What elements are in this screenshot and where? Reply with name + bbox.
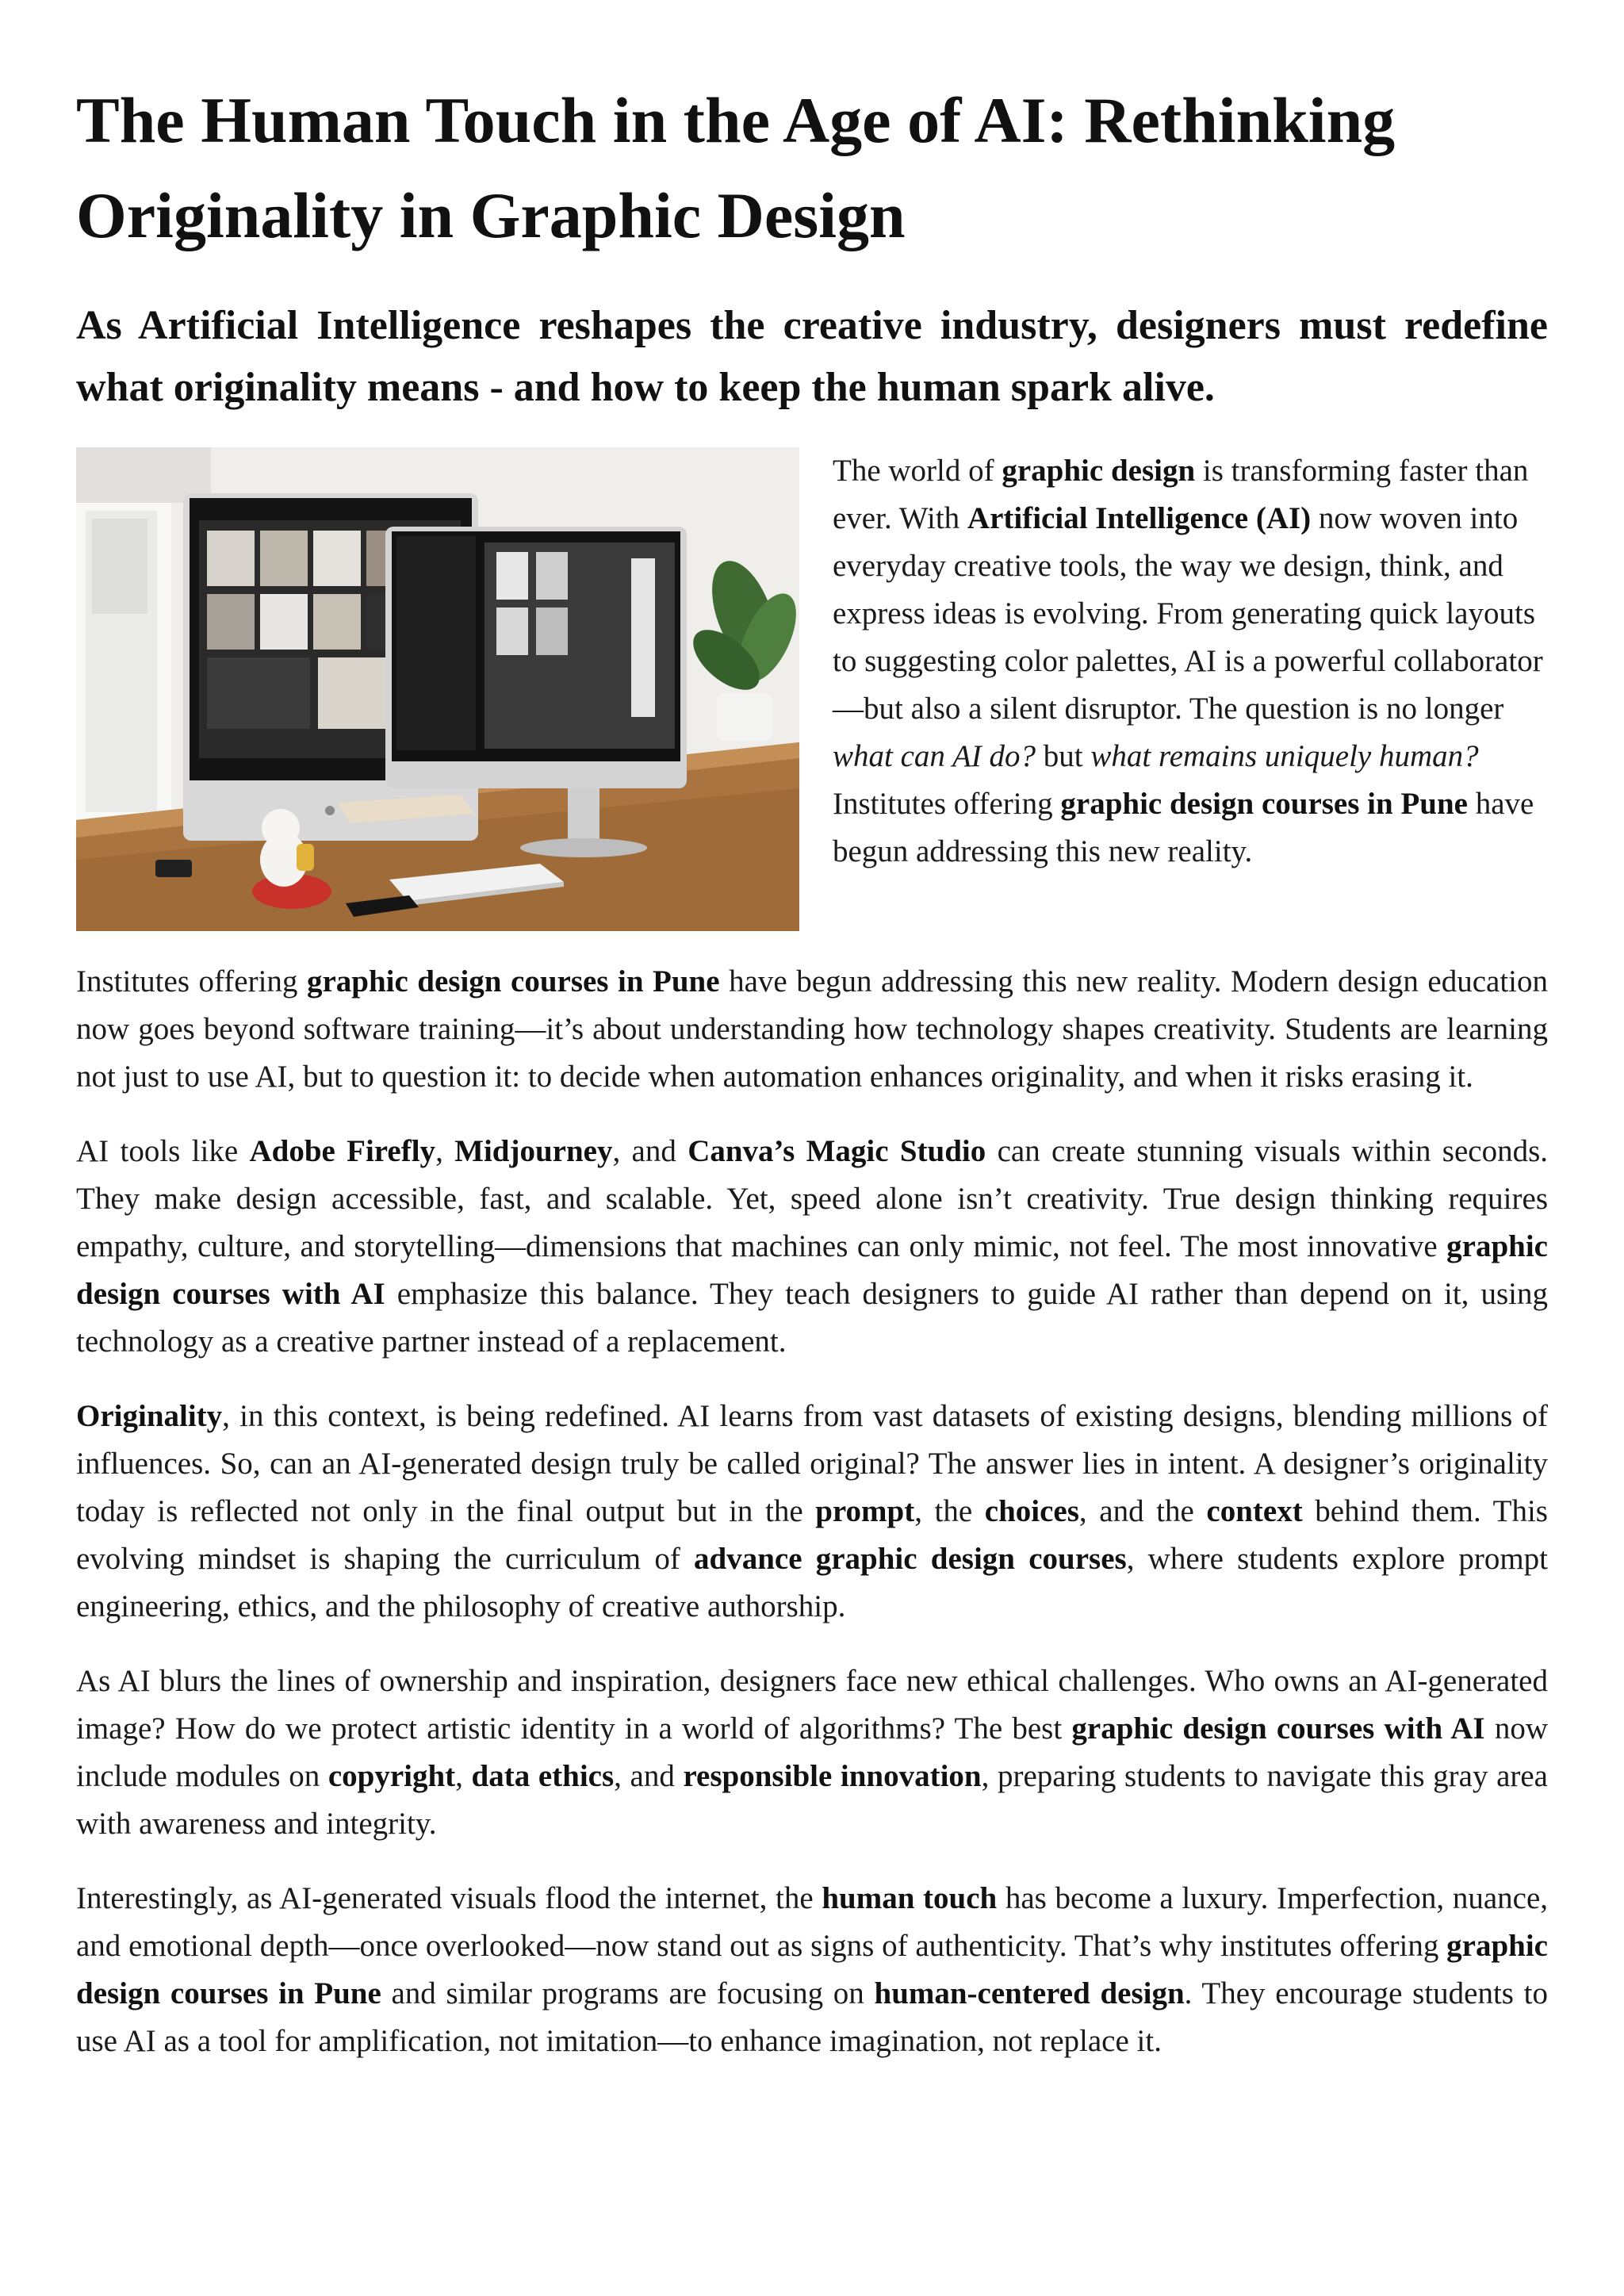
p3-text-5: , where students explore prompt engineering, ethics, and the philosophy of creative authorship.: [76, 1542, 1548, 1623]
p3-text-3: , and the: [1078, 1494, 1207, 1528]
lead-bold-3: graphic design courses in Pune: [1060, 787, 1468, 821]
p5-bold-1: human touch: [822, 1881, 998, 1915]
paragraph-4: [76, 1658, 1548, 1848]
lead-bold-2: Artificial Intelligence (AI): [967, 501, 1312, 535]
p3-bold-4: context: [1206, 1494, 1303, 1528]
p4-text-2: now include modules on: [76, 1711, 1548, 1793]
p4-text-3: ,: [455, 1759, 472, 1793]
article: [76, 73, 1548, 2065]
lead-text-2: is transforming faster than ever. With: [833, 454, 1529, 535]
p3-bold-5: advance graphic design courses: [694, 1542, 1127, 1576]
p1-text-2: have begun addressing this new reality. Modern design education now goes beyond software training—it’s about understanding how technology shapes creativity. Students are learning not just to use AI, but to question it: to decide when automation enhances originality, and when it risks erasing it.: [76, 964, 1548, 1094]
p4-bold-2: copyright: [327, 1759, 456, 1793]
p2-text-4: can create stunning visuals within seconds. They make design accessible, fast, and scalable. Yet, speed alone isn’t creativity. True design thinking requires empathy, culture, and storytelling—dimensions that machines can only mimic, not feel. The most innovative: [76, 1134, 1548, 1263]
p5-text-3: and similar programs are focusing on: [381, 1976, 875, 2010]
p4-bold-1: graphic design courses with AI: [1071, 1711, 1485, 1746]
p5-text-2: has become a luxury. Imperfection, nuance, and emotional depth—once overlooked—now stand out as signs of authenticity. That’s why institutes offering: [76, 1881, 1549, 1963]
lead-italic-2: what remains uniquely human?: [1090, 739, 1479, 773]
p2-bold-3: Canva’s Magic Studio: [688, 1134, 986, 1168]
p4-text-4: , and: [614, 1759, 684, 1793]
lead-paragraph: [833, 447, 1548, 876]
p4-bold-3: data ethics: [471, 1759, 615, 1793]
p5-text-1: Interestingly, as AI-generated visuals flood the internet, the: [76, 1881, 822, 1915]
p3-text-2: , the: [914, 1494, 985, 1528]
desk-workspace-illustration: [76, 447, 799, 931]
p2-bold-1: Adobe Firefly: [249, 1134, 436, 1168]
p3-bold-3: choices: [984, 1494, 1079, 1528]
lead-text-6: have begun addressing this new reality.: [833, 787, 1534, 868]
p2-bold-2: Midjourney: [454, 1134, 613, 1168]
p2-text-1: AI tools like: [76, 1134, 250, 1168]
paragraph-5: [76, 1875, 1548, 2065]
p2-text-3: , and: [612, 1134, 688, 1168]
p3-text-4: behind them. This evolving mindset is shaping the curriculum of: [76, 1494, 1548, 1576]
p4-bold-4: responsible innovation: [683, 1759, 982, 1793]
article-subtitle: As Artificial Intelligence reshapes the creative industry, designers must redefine what originality means - and how to keep the human spark alive.: [76, 303, 1548, 410]
lead-text-5: Institutes offering: [833, 787, 1061, 821]
hero-image: [76, 447, 799, 931]
p3-bold-1: Originality: [76, 1399, 223, 1433]
p2-text-2: ,: [435, 1134, 455, 1168]
lead-italic-1: what can AI do?: [833, 739, 1036, 773]
p3-text-1: , in this context, is being redefined. AI learns from vast datasets of existing designs, blending millions of influences. So, can an AI-generated design truly be called original? The answer lies in intent. A designer’s originality today is reflected not only in the final output but in the: [76, 1399, 1548, 1528]
lead-text-3: now woven into everyday creative tools, the way we design, think, and express ideas is evolving. From generating quick layouts to suggesting color palettes, AI is a powerful collaborator—but also a silent disruptor. The question is no longer: [833, 501, 1543, 726]
p1-bold-1: graphic design courses in Pune: [306, 964, 720, 999]
p4-text-1: As AI blurs the lines of ownership and inspiration, designers face new ethical challenges. Who owns an AI-generated image? How do we protect artistic identity in a world of algorithms? The best: [76, 1664, 1548, 1746]
p4-text-5: , preparing students to navigate this gray area with awareness and integrity.: [76, 1759, 1548, 1841]
paragraph-2: [76, 1128, 1548, 1366]
p2-bold-4: graphic design courses with AI: [76, 1229, 1548, 1311]
paragraph-3: [76, 1393, 1548, 1631]
article-title: The Human Touch in the Age of AI: Rethinking Originality in Graphic Design: [76, 84, 1396, 251]
p5-text-4: . They encourage students to use AI as a tool for amplification, not imitation—to enhance imagination, not replace it.: [76, 1976, 1549, 2058]
p3-bold-2: prompt: [815, 1494, 915, 1528]
lead-section: [76, 447, 1548, 934]
p5-bold-3: human-centered design: [874, 1976, 1185, 2010]
paragraph-1: [76, 958, 1548, 1101]
lead-text-4: but: [1036, 739, 1091, 773]
p2-text-5: emphasize this balance. They teach designers to guide AI rather than depend on it, using technology as a creative partner instead of a replacement.: [76, 1277, 1548, 1359]
lead-bold-1: graphic design: [1002, 454, 1196, 488]
p1-text-1: Institutes offering: [76, 964, 307, 999]
lead-text-1: The world of: [833, 454, 1002, 488]
p5-bold-2: graphic design courses in Pune: [76, 1929, 1548, 2010]
